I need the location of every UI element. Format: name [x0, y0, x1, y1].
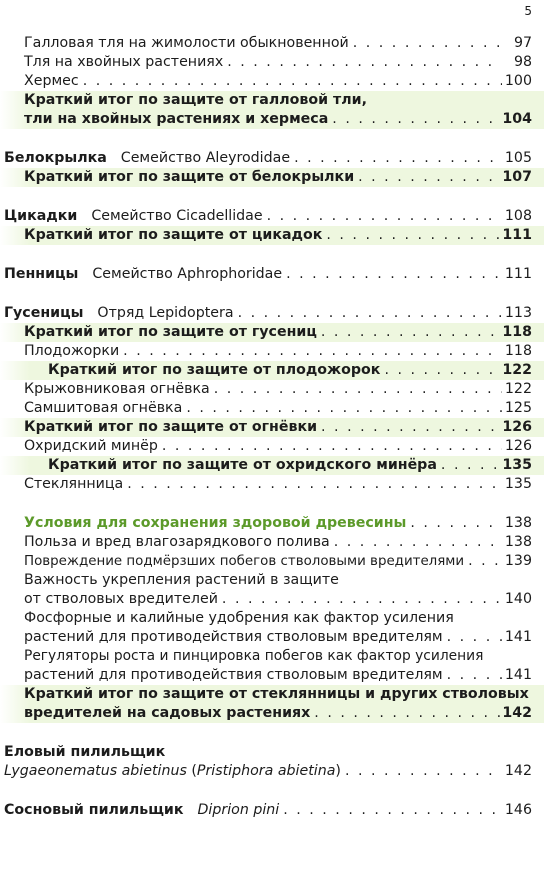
toc-entry[interactable]: [0, 628, 544, 647]
toc-section-entry[interactable]: [0, 265, 544, 284]
dot-leader: [83, 72, 502, 91]
toc-entry[interactable]: [0, 571, 544, 590]
toc-entry-page: 135: [502, 457, 532, 473]
dot-leader: [162, 437, 502, 456]
dot-leader: [345, 762, 502, 781]
toc-entry-page: 118: [502, 324, 532, 340]
toc-entry-title: Краткий итог по защите от стеклянницы и других стволовых: [24, 686, 529, 702]
toc-entry-title: Краткий итог по защите от галловой тли,: [24, 92, 367, 108]
toc-entry-title: Стеклянница: [24, 476, 124, 492]
toc-entry-page: 100: [504, 73, 532, 89]
toc-summary-entry[interactable]: [0, 361, 544, 380]
toc-entry[interactable]: [0, 475, 544, 494]
dot-leader: [123, 342, 502, 361]
toc-entry-title: Крыжовниковая огнёвка: [24, 381, 210, 397]
dot-leader: [410, 514, 502, 533]
toc-entry[interactable]: [0, 399, 544, 418]
dot-leader: [222, 590, 502, 609]
dot-leader: [321, 323, 502, 342]
toc-entry-title: Повреждение подмёрзших побегов стволовыми вредителями: [24, 554, 465, 569]
toc-entry-page: 142: [502, 705, 532, 721]
toc-entry-title: Хермес: [24, 73, 79, 89]
toc-entry-page: 122: [504, 381, 532, 397]
dot-leader: [186, 399, 502, 418]
toc-entry[interactable]: [0, 590, 544, 609]
dot-leader: [214, 380, 502, 399]
toc-entry-page: 113: [504, 305, 532, 321]
dot-leader: [321, 418, 502, 437]
toc-entry-title: Галловая тля на жимолости обыкновенной: [24, 35, 349, 51]
toc-entry-page: 98: [513, 54, 532, 70]
toc-entry-title: Семейство Cicadellidae: [91, 208, 263, 224]
dot-leader: [326, 226, 502, 245]
toc-entry-page: 111: [502, 227, 532, 243]
toc-entry-page: 105: [504, 150, 532, 166]
toc-summary-entry[interactable]: [0, 168, 544, 187]
toc-entry-page: 104: [502, 111, 532, 127]
toc-entry-title: тли на хвойных растениях и хермеса: [24, 111, 329, 127]
toc-entry[interactable]: [0, 647, 544, 666]
dot-leader: [127, 475, 502, 494]
toc-entry-page: 146: [504, 802, 532, 818]
toc-entry-title: Важность укрепления растений в защите: [24, 572, 339, 588]
toc-section-entry[interactable]: [0, 149, 544, 168]
toc-entry[interactable]: [0, 53, 544, 72]
toc-entry-title: Польза и вред влагозарядкового полива: [24, 534, 330, 550]
section-heading: Еловый пилильщик: [4, 744, 166, 760]
toc-entry-title: Отряд Lepidoptera: [97, 305, 234, 321]
toc-entry-title: Семейство Aphrophoridae: [92, 266, 283, 282]
toc-entry-title: Краткий итог по защите от гусениц: [24, 324, 317, 340]
toc-entry-title: Краткий итог по защите от белокрылки: [24, 169, 355, 185]
toc-summary-entry[interactable]: [0, 418, 544, 437]
toc-entry-page: 138: [504, 534, 532, 550]
dot-leader: [447, 666, 502, 685]
toc-entry-page: 126: [502, 419, 532, 435]
toc-entry-title: Фосфорные и калийные удобрения как фактор усиления: [24, 610, 454, 626]
dot-leader: [227, 53, 502, 72]
toc-entry[interactable]: [0, 552, 544, 571]
toc-summary-entry[interactable]: [0, 110, 544, 129]
toc-entry[interactable]: [0, 437, 544, 456]
toc-entry-page: 126: [504, 438, 532, 454]
toc-summary-entry[interactable]: [0, 456, 544, 475]
table-of-contents: [0, 34, 544, 820]
toc-entry[interactable]: [0, 762, 544, 781]
dot-leader: [286, 265, 502, 284]
toc-entry-page: 111: [504, 266, 532, 282]
toc-entry-latin-name: Lygaeonematus abietinus: [4, 763, 187, 779]
toc-summary-entry[interactable]: [0, 91, 544, 110]
toc-entry-page: 142: [504, 763, 532, 779]
toc-section-entry[interactable]: [0, 743, 544, 762]
paren-close: ): [335, 763, 341, 779]
toc-entry[interactable]: [0, 666, 544, 685]
toc-entry-title: растений для противодействия стволовым вредителям: [24, 667, 443, 683]
dot-leader: [384, 361, 502, 380]
toc-entry[interactable]: [0, 380, 544, 399]
dot-leader: [334, 533, 502, 552]
toc-summary-entry[interactable]: [0, 323, 544, 342]
section-heading: Пенницы: [4, 266, 79, 282]
dot-leader: [238, 304, 502, 323]
toc-entry-page: 141: [504, 667, 532, 683]
dot-leader: [358, 168, 502, 187]
toc-summary-entry[interactable]: [0, 704, 544, 723]
toc-entry-page: 135: [504, 476, 532, 492]
toc-entry-latin-synonym: Pristiphora abietina: [196, 763, 336, 779]
toc-entry-title: растений для противодействия стволовым вредителям: [24, 629, 443, 645]
toc-entry-title: Плодожорки: [24, 343, 120, 359]
dot-leader: [441, 456, 502, 475]
toc-entry-page: 125: [504, 400, 532, 416]
toc-section-entry[interactable]: [0, 801, 544, 820]
toc-entry[interactable]: [0, 609, 544, 628]
toc-entry[interactable]: [0, 533, 544, 552]
toc-subsection-entry[interactable]: [0, 514, 544, 533]
toc-entry-title: вредителей на садовых растениях: [24, 705, 311, 721]
dot-leader: [468, 552, 502, 571]
toc-entry-page: 140: [504, 591, 532, 607]
toc-summary-entry[interactable]: [0, 685, 544, 704]
toc-entry-title: Охридский минёр: [24, 438, 158, 454]
section-heading: Сосновый пилильщик: [4, 802, 184, 818]
toc-entry-page: 141: [504, 629, 532, 645]
section-heading: Белокрылка: [4, 150, 107, 166]
dot-leader: [283, 801, 502, 820]
toc-entry-latin-name: Diprion pini: [197, 802, 280, 818]
toc-entry-title: Самшитовая огнёвка: [24, 400, 183, 416]
paren-open: (: [186, 763, 197, 779]
dot-leader: [294, 149, 502, 168]
toc-entry[interactable]: [0, 342, 544, 361]
section-heading: Гусеницы: [4, 305, 84, 321]
toc-summary-entry[interactable]: [0, 226, 544, 245]
toc-entry-page: 97: [513, 35, 532, 51]
toc-entry-title: Краткий итог по защите от огнёвки: [24, 419, 318, 435]
dot-leader: [447, 628, 502, 647]
toc-entry-page: 139: [504, 553, 532, 569]
section-heading: Цикадки: [4, 208, 78, 224]
toc-entry-title: Регуляторы роста и пинцировка побегов как фактор усиления: [24, 648, 484, 664]
toc-entry-page: 118: [504, 343, 532, 359]
toc-entry-title: Условия для сохранения здоровой древесины: [24, 515, 407, 531]
dot-leader: [267, 207, 502, 226]
toc-section-entry[interactable]: [0, 207, 544, 226]
toc-entry-page: 107: [502, 169, 532, 185]
toc-entry-page: 108: [504, 208, 532, 224]
toc-entry-title: Краткий итог по защите от цикадок: [24, 227, 323, 243]
toc-entry-page: 138: [504, 515, 532, 531]
page-number: 5: [524, 4, 532, 18]
toc-entry-title: Семейство Aleyrodidae: [120, 150, 291, 166]
toc-entry[interactable]: [0, 34, 544, 53]
dot-leader: [332, 110, 502, 129]
toc-entry-page: 122: [502, 362, 532, 378]
toc-entry[interactable]: [0, 72, 544, 91]
toc-entry-title: Тля на хвойных растениях: [24, 54, 224, 70]
toc-entry-title: Краткий итог по защите от плодожорок: [48, 362, 381, 378]
toc-entry-title: от стволовых вредителей: [24, 591, 218, 607]
dot-leader: [314, 704, 502, 723]
toc-entry-title: Краткий итог по защите от охридского минёра: [48, 457, 437, 473]
dot-leader: [353, 34, 502, 53]
toc-section-entry[interactable]: [0, 304, 544, 323]
